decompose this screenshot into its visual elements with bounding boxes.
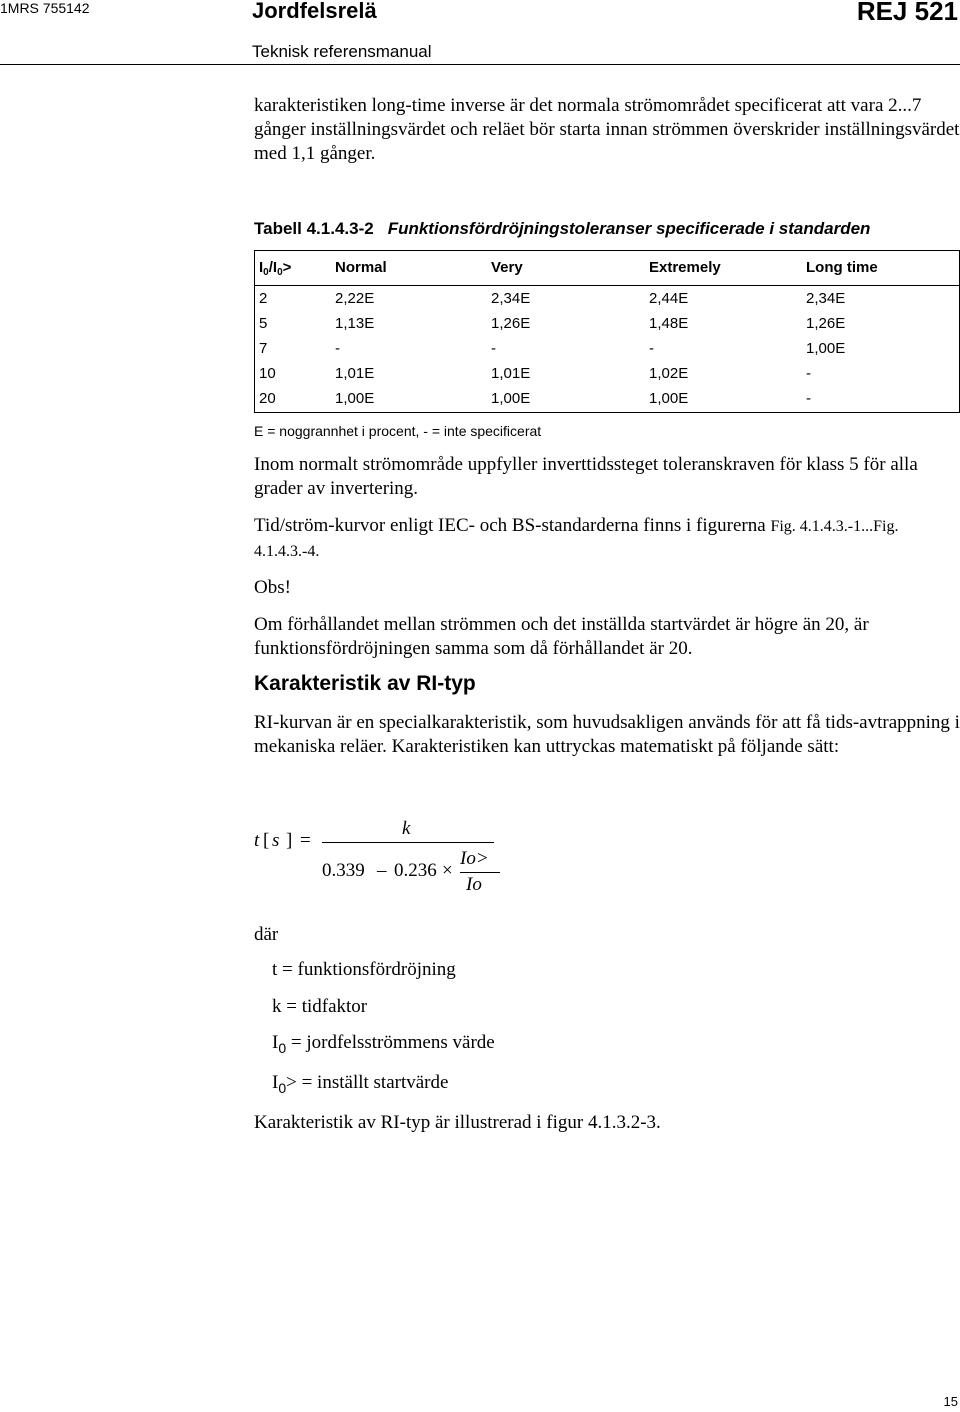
section-heading: Karakteristik av RI-typ [254,672,476,695]
header-divider [0,64,960,65]
tolerance-table [254,250,960,413]
formula-inner-fraction-bar [460,872,500,873]
table-cell: 1,00E [491,390,531,407]
table-cell: 1,00E [335,390,375,407]
table-cell: 1,02E [649,365,689,382]
table-cell: 2,22E [335,290,375,307]
table-cell: 1,13E [335,315,375,332]
paragraph-ri-curve: RI-kurvan är en specialkarakteristik, som huvudsakligen används för att få tids-avtrappning i mekaniska reläer. Karakteristiken kan uttryckas matematiskt på följande sätt: [254,712,960,757]
table-cell: 2,34E [491,290,531,307]
table-cell: - [335,340,340,357]
table-header-normal: Normal [335,259,387,276]
figure-reference: Fig. 4.1.4.3.-1...Fig. 4.1.4.3.-4. [254,518,899,560]
definition-t: t = funktionsfördröjning [272,959,456,980]
page-number: 15 [943,1394,958,1409]
table-cell: 10 [259,365,276,382]
note-text: Om förhållandet mellan strömmen och det inställda startvärdet är högre än 20, är funktionsfördröjningen samma som då förhållandet är 20. [254,614,869,659]
table-header-extremely: Extremely [649,259,721,276]
table-cell: 1,00E [806,340,846,357]
table-cell: 2,44E [649,290,689,307]
formula-fraction-bar [322,842,494,843]
product-code: REJ 521 [856,0,958,26]
table-cell: - [491,340,496,357]
table-note: E = noggrannhet i procent, - = inte specificerat [254,423,542,439]
table-cell: 7 [259,340,268,357]
where-label: där [254,924,279,945]
table-cell: 1,01E [491,365,531,382]
table-caption-label: Tabell 4.1.4.3-2 [254,219,374,238]
table-cell: 5 [259,315,268,332]
table-header-long-time: Long time [806,259,878,276]
paragraph-curves: Tid/ström-kurvor enligt IEC- och BS-standarderna finns i figurerna Fig. 4.1.4.3.-1...Fig. 4.1.4.3.-4. [254,515,899,560]
table-cell: 1,48E [649,315,689,332]
definition-i0: $I_0$ = jordfelsströmmens värde [272,1032,495,1056]
table-cell: - [649,340,654,357]
header-subtitle: Teknisk referensmanual [252,42,432,61]
definition-k: k = tidfaktor [272,996,368,1017]
table-header-very: Very [491,259,523,276]
table-cell: 20 [259,390,276,407]
table-cell: 1,26E [806,315,846,332]
header-title: Jordfelsrelä [252,0,377,23]
table-caption-text: Funktionsfördröjningstoleranser specificerade i standarden [387,219,871,238]
definition-i0-set: $I_0>$ = inställt startvärde [272,1072,449,1096]
table-header-ratio: $I_0/I_0>$ [259,259,292,278]
table-cell: 2 [259,290,268,307]
table-cell: 1,01E [335,365,375,382]
table-cell: - [806,365,811,382]
ri-formula: t [ s ] = k 0.339 – 0.236 × Io> Io [254,818,554,908]
table-caption [254,219,870,239]
table-cell: 2,34E [806,290,846,307]
document-id: 1MRS 755142 [0,0,90,16]
table-cell: 1,26E [491,315,531,332]
table-cell: 1,00E [649,390,689,407]
table-cell: - [806,390,811,407]
paragraph-tolerance: Inom normalt strömområde uppfyller inverttidssteget toleranskraven för klass 5 för alla grader av invertering. [254,454,918,499]
note-label: Obs! [254,577,291,598]
closing-paragraph: Karakteristik av RI-typ är illustrerad i figur 4.1.3.2-3. [254,1112,661,1133]
intro-paragraph: karakteristiken long-time inverse är det normala strömområdet specificerat att vara 2...7 gånger inställningsvärdet och reläet bör starta innan strömmen överskrider inställningsvärdet med 1,1 gånger. [254,95,960,164]
table-header-divider [255,285,959,286]
